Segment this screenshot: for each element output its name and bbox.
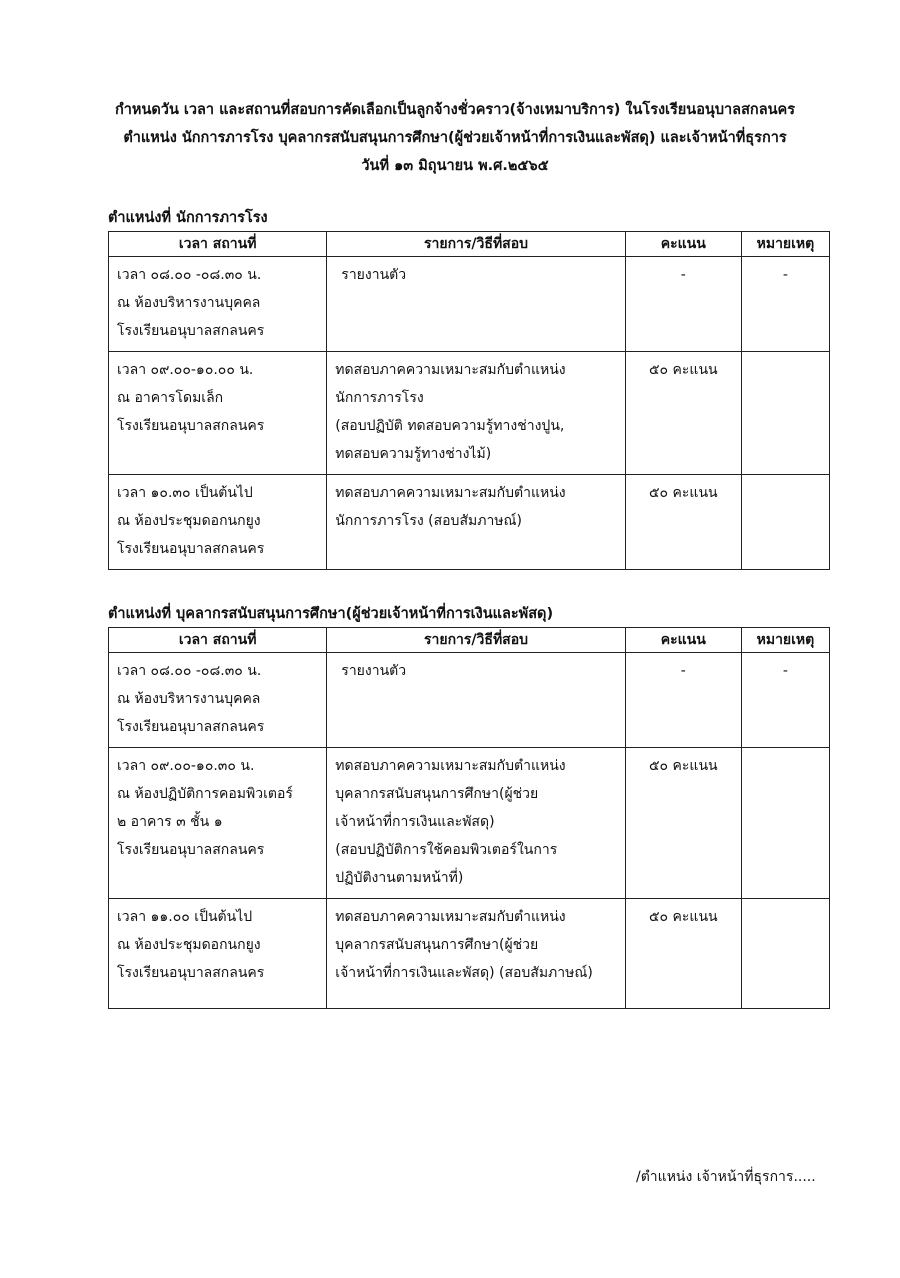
place-line: โรงเรียนอนุบาลสกลนคร xyxy=(117,418,265,434)
time-place-cell xyxy=(109,352,327,475)
score-cell: - xyxy=(625,653,741,748)
place-line: ณ อาคารโดมเล็ก xyxy=(117,390,224,406)
section-title-janitor: ตำแหน่งที่ นักการภารโรง xyxy=(108,210,268,226)
place-line: โรงเรียนอนุบาลสกลนคร xyxy=(117,965,265,981)
table-row xyxy=(109,257,830,352)
schedule-table-support-staff xyxy=(108,627,830,1009)
time-line: เวลา ๐๙.๐๐-๑๐.๐๐ น. xyxy=(117,362,254,378)
place-line: โรงเรียนอนุบาลสกลนคร xyxy=(117,541,265,557)
time-line: เวลา ๑๐.๓๐ เป็นต้นไป xyxy=(117,485,253,501)
item-line: ปฏิบัติงานตามหน้าที่) xyxy=(335,870,464,886)
column-header-note: หมายเหตุ xyxy=(741,628,829,653)
time-line: เวลา ๐๘.๐๐ -๐๘.๓๐ น. xyxy=(117,267,262,283)
item-line: ทดสอบภาคความเหมาะสมกับตำแหน่ง xyxy=(335,909,566,925)
score-cell: ๕๐ คะแนน xyxy=(625,475,741,570)
item-line: ทดสอบความรู้ทางช่างไม้) xyxy=(335,446,492,462)
column-header-item: รายการ/วิธีที่สอบ xyxy=(327,628,625,653)
header-line-2: ตำแหน่ง นักการภารโรง บุคลากรสนับสนุนการศึกษา(ผู้ช่วยเจ้าหน้าที่การเงินและพัสดุ) และเจ้าหน้าที่ธุรการ xyxy=(123,130,787,146)
time-place-cell xyxy=(109,257,327,352)
place-line: ณ ห้องประชุมดอกนกยูง xyxy=(117,937,261,953)
place-line: โรงเรียนอนุบาลสกลนคร xyxy=(117,719,265,735)
time-place-cell xyxy=(109,899,327,1009)
item-line: นักการภารโรง xyxy=(335,390,424,406)
item-cell xyxy=(327,475,625,570)
column-header-note: หมายเหตุ xyxy=(741,232,829,257)
time-place-cell xyxy=(109,748,327,899)
item-line: บุคลากรสนับสนุนการศึกษา(ผู้ช่วย xyxy=(335,786,539,802)
table-header-row xyxy=(109,628,830,653)
place-line: ณ ห้องบริหารงานบุคคล xyxy=(117,295,261,311)
item-cell xyxy=(327,653,625,748)
score-cell: ๕๐ คะแนน xyxy=(625,352,741,475)
time-place-cell xyxy=(109,653,327,748)
item-cell xyxy=(327,748,625,899)
item-line: (สอบปฏิบัติการใช้คอมพิวเตอร์ในการ xyxy=(335,842,558,858)
place-line: ๒ อาคาร ๓ ชั้น ๑ xyxy=(117,814,223,830)
place-line: โรงเรียนอนุบาลสกลนคร xyxy=(117,323,265,339)
column-header-time: เวลา สถานที่ xyxy=(109,232,327,257)
time-line: เวลา ๑๑.๐๐ เป็นต้นไป xyxy=(117,909,253,925)
header-line-1: กำหนดวัน เวลา และสถานที่สอบการคัดเลือกเป็นลูกจ้างชั่วคราว(จ้างเหมาบริการ) ในโรงเรียนอนุบาลสกลนคร xyxy=(115,102,795,118)
note-cell: - xyxy=(741,257,829,352)
item-line: เจ้าหน้าที่การเงินและพัสดุ) (สอบสัมภาษณ์) xyxy=(335,965,593,981)
score-cell: ๕๐ คะแนน xyxy=(625,748,741,899)
score-cell: - xyxy=(625,257,741,352)
time-line: เวลา ๐๙.๐๐-๑๐.๓๐ น. xyxy=(117,758,255,774)
note-cell xyxy=(741,352,829,475)
schedule-table-janitor xyxy=(108,231,830,570)
column-header-item: รายการ/วิธีที่สอบ xyxy=(327,232,625,257)
table-row xyxy=(109,475,830,570)
column-header-score: คะแนน xyxy=(625,232,741,257)
item-line: บุคลากรสนับสนุนการศึกษา(ผู้ช่วย xyxy=(335,937,539,953)
note-cell xyxy=(741,475,829,570)
note-cell: - xyxy=(741,653,829,748)
place-line: โรงเรียนอนุบาลสกลนคร xyxy=(117,842,265,858)
table-row xyxy=(109,748,830,899)
table-header-row xyxy=(109,232,830,257)
table-row xyxy=(109,352,830,475)
column-header-time: เวลา สถานที่ xyxy=(109,628,327,653)
score-cell: ๕๐ คะแนน xyxy=(625,899,741,1009)
table-row xyxy=(109,653,830,748)
item-cell xyxy=(327,257,625,352)
item-cell xyxy=(327,899,625,1009)
item-line: นักการภารโรง (สอบสัมภาษณ์) xyxy=(335,513,522,529)
header-line-3: วันที่ ๑๓ มิถุนายน พ.ศ.๒๕๖๕ xyxy=(361,158,549,174)
continuation-note: /ตำแหน่ง เจ้าหน้าที่ธุรการ..... xyxy=(636,1169,816,1185)
note-cell xyxy=(741,748,829,899)
section-title-support-staff: ตำแหน่งที่ บุคลากรสนับสนุนการศึกษา(ผู้ช่วยเจ้าหน้าที่การเงินและพัสดุ) xyxy=(108,606,554,622)
item-line: ทดสอบภาคความเหมาะสมกับตำแหน่ง xyxy=(335,362,566,378)
note-cell xyxy=(741,899,829,1009)
time-place-cell xyxy=(109,475,327,570)
item-line: ทดสอบภาคความเหมาะสมกับตำแหน่ง xyxy=(335,758,566,774)
table-row xyxy=(109,899,830,1009)
item-line: เจ้าหน้าที่การเงินและพัสดุ) xyxy=(335,814,495,830)
place-line: ณ ห้องประชุมดอกนกยูง xyxy=(117,513,261,529)
place-line: ณ ห้องปฏิบัติการคอมพิวเตอร์ xyxy=(117,786,293,802)
place-line: ณ ห้องบริหารงานบุคคล xyxy=(117,691,261,707)
item-cell xyxy=(327,352,625,475)
item-line: (สอบปฏิบัติ ทดสอบความรู้ทางช่างปูน, xyxy=(335,418,565,434)
time-line: เวลา ๐๘.๐๐ -๐๘.๓๐ น. xyxy=(117,663,262,679)
column-header-score: คะแนน xyxy=(625,628,741,653)
item-line: รายงานตัว xyxy=(341,267,407,283)
item-line: รายงานตัว xyxy=(341,663,407,679)
item-line: ทดสอบภาคความเหมาะสมกับตำแหน่ง xyxy=(335,485,566,501)
document-header xyxy=(60,96,850,180)
